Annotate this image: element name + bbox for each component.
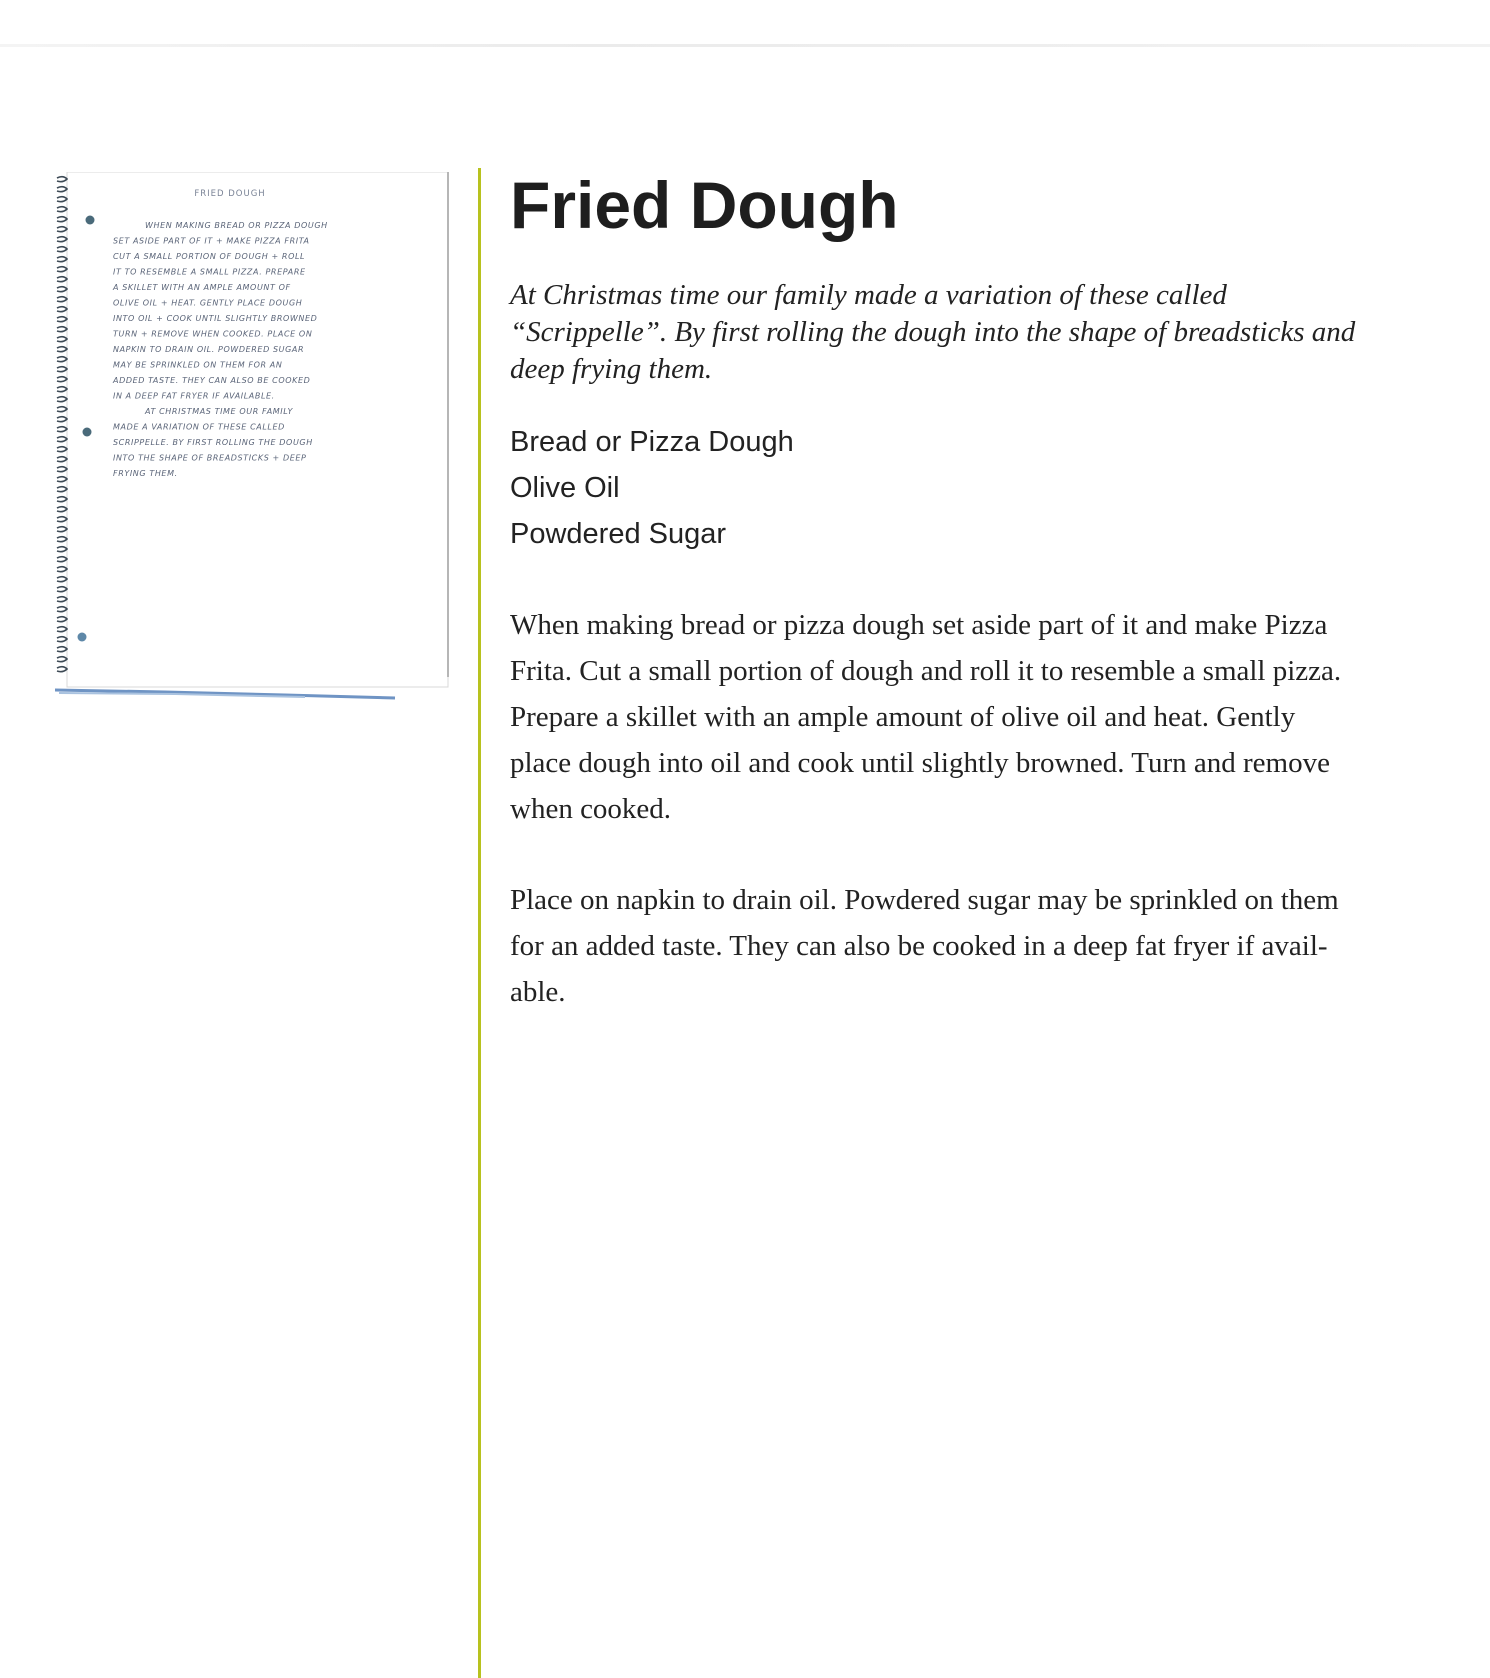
spiral-coil [57,187,67,192]
spiral-coil [57,407,67,412]
punch-hole-bottom [78,633,87,642]
spiral-coil [57,367,67,372]
spiral-coil [57,637,67,642]
spiral-coil [57,437,67,442]
instruction-line: Frita. Cut a small portion of dough and roll it to resemble a small pizza. [510,655,1342,687]
notebook-page-image [55,172,458,702]
handwritten-line: OLIVE OIL + HEAT. GENTLY PLACE DOUGH [113,298,303,308]
ingredient-list [510,419,794,557]
instruction-line: Prepare a skillet with an ample amount of olive oil and heat. Gently [510,701,1296,733]
ingredient-item: Bread or Pizza Dough [510,426,794,458]
spiral-coil [57,667,67,672]
spiral-coil [57,427,67,432]
spiral-coil [57,657,67,662]
spiral-coil [57,357,67,362]
spiral-coil [57,557,67,562]
spiral-coil [57,517,67,522]
instruction-line: When making bread or pizza dough set aside part of it and make Pizza [510,609,1328,641]
recipe-title: Fried Dough [510,168,899,242]
spiral-coil [57,647,67,652]
handwritten-line: SCRIPPELLE. BY FIRST ROLLING THE DOUGH [113,438,313,447]
instruction-line: when cooked. [510,793,672,825]
handwritten-line: WHEN MAKING BREAD OR PIZZA DOUGH [145,221,328,230]
handwritten-line: A SKILLET WITH AN AMPLE AMOUNT OF [113,283,291,292]
handwritten-line: CUT A SMALL PORTION OF DOUGH + ROLL [113,252,306,261]
handwritten-line: IN A DEEP FAT FRYER IF AVAILABLE. [113,391,275,401]
spiral-coil [57,207,67,212]
spiral-coil [57,197,67,202]
handwritten-line: NAPKIN TO DRAIN OIL. POWDERED SUGAR [113,345,305,354]
spiral-coil [57,467,67,472]
spiral-coil [57,327,67,332]
punch-hole-middle [83,428,92,437]
spiral-coil [57,397,67,402]
instruction-line: place dough into oil and cook until slightly browned. Turn and remove [510,747,1330,779]
handwritten-line: IT TO RESEMBLE A SMALL PIZZA. PREPARE [113,267,306,277]
recipe-intro [510,277,1470,388]
ingredient-item: Powdered Sugar [510,518,727,550]
notebook-handwriting [112,221,328,478]
spiral-coil [57,487,67,492]
handwritten-line: INTO OIL + COOK UNTIL SLIGHTLY BROWNED [113,314,318,323]
intro-line: “Scrippelle”. By first rolling the dough into the shape of breadsticks and [510,316,1356,348]
spiral-coil [57,257,67,262]
spiral-coil [57,477,67,482]
instructions-paragraph [510,602,1470,832]
instruction-line: Place on napkin to drain oil. Powdered sugar may be sprinkled on them [510,884,1339,916]
column-divider [478,168,481,1678]
spiral-coil [57,507,67,512]
spiral-coil [57,287,67,292]
spiral-coil [57,537,67,542]
spiral-coil [57,267,67,272]
spiral-coil [57,547,67,552]
notebook-heading: FRIED DOUGH [194,189,266,199]
intro-line: At Christmas time our family made a variation of these called [510,279,1227,311]
handwritten-line: ADDED TASTE. THEY CAN ALSO BE COOKED [113,376,311,385]
ingredient-item: Olive Oil [510,472,620,504]
spiral-coil [57,457,67,462]
top-rule [0,44,1490,47]
intro-line: deep frying them. [510,353,713,385]
spiral-coil [57,417,67,422]
spiral-coil [57,307,67,312]
handwritten-line: MAY BE SPRINKLED ON THEM FOR AN [113,360,283,370]
handwritten-line: MADE A VARIATION OF THESE CALLED [113,422,285,432]
handwritten-line: SET ASIDE PART OF IT + MAKE PIZZA FRITA [113,236,310,246]
handwritten-recipe-photo [55,172,458,702]
spiral-coil [57,387,67,392]
spiral-coil [57,337,67,342]
spiral-coil [57,587,67,592]
spiral-coil [57,277,67,282]
spiral-coil [57,177,67,182]
spiral-coil [57,607,67,612]
spiral-coil [57,497,67,502]
handwritten-line: INTO THE SHAPE OF BREADSTICKS + DEEP [113,453,307,463]
spiral-coil [57,597,67,602]
spiral-coil [57,247,67,252]
spiral-binding [57,177,67,672]
spiral-coil [57,297,67,302]
handwritten-line: AT CHRISTMAS TIME OUR FAMILY [145,407,294,416]
spiral-coil [57,627,67,632]
spiral-coil [57,577,67,582]
spiral-coil [57,217,67,222]
spiral-coil [57,617,67,622]
spiral-coil [57,527,67,532]
spiral-coil [57,447,67,452]
punch-hole-top [86,216,95,225]
spiral-coil [57,377,67,382]
spiral-coil [57,237,67,242]
instruction-line: for an added taste. They can also be cooked in a deep fat fryer if avail- [510,930,1328,962]
instruction-line: able. [510,976,566,1008]
spiral-coil [57,227,67,232]
serving-paragraph [510,877,1470,1015]
spiral-coil [57,347,67,352]
spiral-coil [57,567,67,572]
handwritten-line: TURN + REMOVE WHEN COOKED. PLACE ON [113,329,313,339]
handwritten-line: FRYING THEM. [113,469,178,478]
spiral-coil [57,317,67,322]
